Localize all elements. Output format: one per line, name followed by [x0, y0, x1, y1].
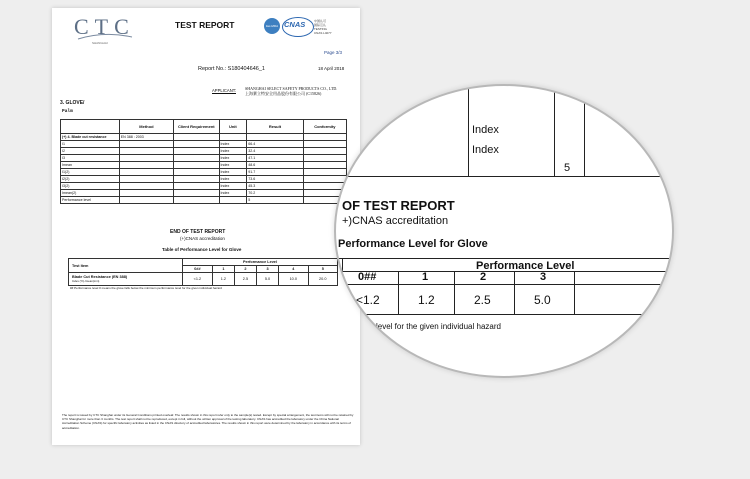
cnas-caption-line: CNAS L4077	[314, 31, 332, 35]
method-cell: EN 388 : 2003	[119, 134, 173, 141]
table-cell: Imean(2)	[61, 190, 120, 197]
cnas-caption	[314, 19, 332, 35]
table-cell: 48.6	[247, 162, 304, 169]
zoom-level: 2	[480, 271, 487, 283]
report-page	[52, 8, 360, 445]
empty-cell	[174, 148, 219, 155]
table-row	[61, 134, 347, 141]
table-row	[61, 183, 347, 190]
zoom-index: Index	[472, 124, 499, 136]
level-header: 1	[212, 266, 234, 273]
footnote: ## Performance level 0 means the glove falls below the minimum performance level for the given individual hazard	[70, 286, 222, 290]
table-row	[61, 197, 347, 204]
empty-cell	[174, 134, 219, 141]
table-cell: Index	[219, 169, 247, 176]
table-cell: Index	[219, 148, 247, 155]
table-header	[61, 120, 120, 134]
cnas-caption-line: 中国认可	[314, 19, 327, 23]
zoom-grid-line	[468, 86, 469, 176]
table-cell: 91.7	[247, 169, 304, 176]
performance-table-title: Table of Performance Level for Glove	[162, 247, 242, 252]
table-cell: I2	[61, 148, 120, 155]
section-part: Palm	[62, 109, 73, 114]
table-cell	[219, 197, 247, 204]
table-cell: Index	[219, 190, 247, 197]
zoom-value: 5.0	[534, 293, 551, 307]
ilac-mra-badge-icon: ilac-MRA	[264, 18, 280, 34]
applicant-name-cn: 上海赛立特安全用品股份有限公司 (C15826)	[245, 91, 322, 96]
zoom-accreditation: +)CNAS accreditation	[342, 215, 449, 227]
col-item-header: Test Item	[69, 259, 183, 273]
accreditation-mark: (+)	[62, 135, 67, 139]
applicant-label	[212, 88, 236, 93]
empty-cell	[303, 169, 346, 176]
page-number: Page 3/3	[324, 50, 343, 55]
zoom-grid-line	[514, 271, 515, 314]
table-cell: I2(2)	[61, 176, 120, 183]
applicant-label-text: APPLICANT:	[212, 88, 236, 93]
level-header: 4	[279, 266, 308, 273]
level-value: 10.0	[279, 273, 308, 286]
cnas-logo: CNAS	[284, 20, 306, 29]
empty-cell	[174, 197, 219, 204]
table-row	[61, 148, 347, 155]
table-row	[61, 176, 347, 183]
table-cell: Index	[219, 141, 247, 148]
table-row	[61, 141, 347, 148]
level-header: 2	[234, 266, 256, 273]
table-cell: Performance level	[61, 197, 120, 204]
report-date: 18 April 2018	[318, 66, 345, 71]
empty-cell	[303, 155, 346, 162]
level-value: 1.2	[212, 273, 234, 286]
empty-cell	[119, 176, 173, 183]
empty-cell	[303, 141, 346, 148]
accreditation-note: (+)CNAS accreditation	[180, 236, 225, 241]
section-title: 3. GLOVE/	[60, 100, 85, 106]
empty-cell	[119, 197, 173, 204]
main-item	[61, 134, 120, 141]
zoom-index: Index	[472, 144, 499, 156]
end-of-report: END OF TEST REPORT	[170, 229, 226, 235]
table-cell: Index	[219, 183, 247, 190]
table-header: Conformity	[303, 120, 346, 134]
table-cell: 32.4	[247, 148, 304, 155]
empty-cell	[247, 134, 304, 141]
zoom-grid-line	[336, 314, 672, 315]
table-cell: 5	[247, 197, 304, 204]
applicant-name	[245, 86, 337, 96]
col-perf-header: Performance Level	[183, 259, 338, 266]
table-cell: 73.6	[247, 176, 304, 183]
row-label-sub: Index (Yt)-Imean(mm)	[72, 279, 100, 283]
empty-cell	[303, 148, 346, 155]
zoom-perf-header: Performance Level	[476, 260, 575, 272]
zoom-value: <1.2	[356, 293, 380, 307]
item-label: 4. Blade cut resistance	[67, 135, 107, 139]
empty-cell	[303, 162, 346, 169]
level-value: 20.0	[308, 273, 338, 286]
row-label-main: Blade Cut Resistance (EN 388)	[72, 275, 128, 279]
level-value: <1.2	[183, 273, 213, 286]
table-cell: Imean	[61, 162, 120, 169]
table-header: Unit	[219, 120, 247, 134]
zoom-grid-line	[574, 271, 575, 314]
row-label	[69, 273, 183, 286]
zoom-table-title: Performance Level for Glove	[338, 238, 488, 250]
table-cell: I1(2)	[61, 169, 120, 176]
logo-subtitle: SHANGHAI	[92, 41, 108, 45]
empty-cell	[174, 141, 219, 148]
report-title: TEST REPORT	[175, 20, 235, 30]
zoom-level: 3	[540, 271, 547, 283]
level-header: 0##	[183, 266, 213, 273]
empty-cell	[174, 176, 219, 183]
empty-cell	[119, 162, 173, 169]
zoom-level: 1	[422, 271, 429, 283]
level-header: 5	[308, 266, 338, 273]
empty-cell	[174, 183, 219, 190]
empty-cell	[174, 162, 219, 169]
cnas-caption-line: TESTING	[314, 27, 328, 31]
magnifier-lens	[334, 84, 674, 378]
table-header: Result	[247, 120, 304, 134]
empty-cell	[119, 169, 173, 176]
empty-cell	[119, 190, 173, 197]
zoom-footnote: level for the given individual hazard	[376, 322, 501, 331]
zoom-value: 1.2	[418, 293, 435, 307]
performance-table	[68, 258, 338, 286]
table-cell: 47.1	[247, 155, 304, 162]
empty-cell	[119, 155, 173, 162]
level-header: 3	[256, 266, 278, 273]
table-row	[61, 155, 347, 162]
empty-cell	[174, 169, 219, 176]
table-header: Client Requirement	[174, 120, 219, 134]
zoom-grid-line	[454, 271, 455, 314]
empty-cell	[219, 134, 247, 141]
zoom-grid-line	[398, 271, 399, 314]
table-cell: 70.2	[247, 190, 304, 197]
logo-swoosh-icon	[76, 33, 134, 41]
zoom-grid-line	[342, 258, 343, 314]
table-row	[61, 190, 347, 197]
table-header: Method	[119, 120, 173, 134]
empty-cell	[119, 141, 173, 148]
level-value: 5.0	[256, 273, 278, 286]
zoom-end-title: OF TEST REPORT	[342, 198, 455, 213]
table-row	[61, 169, 347, 176]
empty-cell	[174, 190, 219, 197]
zoom-result: 5	[564, 162, 571, 174]
table-cell: I1	[61, 141, 120, 148]
empty-cell	[119, 148, 173, 155]
table-cell: 66.4	[247, 141, 304, 148]
table-cell: Index	[219, 155, 247, 162]
zoom-grid-line	[336, 284, 672, 285]
level-value: 2.5	[234, 273, 256, 286]
zoom-grid-line	[584, 86, 585, 176]
zoom-value: 2.5	[474, 293, 491, 307]
zoom-grid-line	[336, 176, 672, 177]
results-table	[60, 119, 347, 204]
table-cell: I3	[61, 155, 120, 162]
table-cell: Index	[219, 176, 247, 183]
empty-cell	[303, 134, 346, 141]
empty-cell	[119, 183, 173, 190]
table-row	[61, 162, 347, 169]
table-cell: 45.3	[247, 183, 304, 190]
table-cell: Index	[219, 162, 247, 169]
empty-cell	[174, 155, 219, 162]
report-number: Report No.: S180404646_1	[198, 66, 265, 72]
cnas-caption-line: 国际互认	[314, 23, 327, 27]
table-cell: I3(2)	[61, 183, 120, 190]
legal-footer: The report is issued by CTC Shanghai under its General Conditions printed overleaf. The results shown in this report refer only to the sample(s) tested. Except by special arrangement, the test items will not be retained by CTC Shanghai for more than 3 months. The test report shall not be reproduced, except in full, without the written approval of the testing laboratory. CNAS has accredited the laboratory under the China National Accreditation Scheme (CNAS) for specific laboratory activities as listed in the CNAS directory of accredited laboratories. The results shown in this report were determined by the laboratory in accordance with its terms of accreditation.	[62, 413, 354, 430]
applicant-name-en: SHANGHAI SELECT SAFETY PRODUCTS CO., LTD.	[245, 86, 338, 91]
zoom-grid-line	[554, 86, 555, 176]
ctc-logo: CTC	[74, 14, 135, 39]
zoom-level: 0##	[358, 271, 377, 283]
